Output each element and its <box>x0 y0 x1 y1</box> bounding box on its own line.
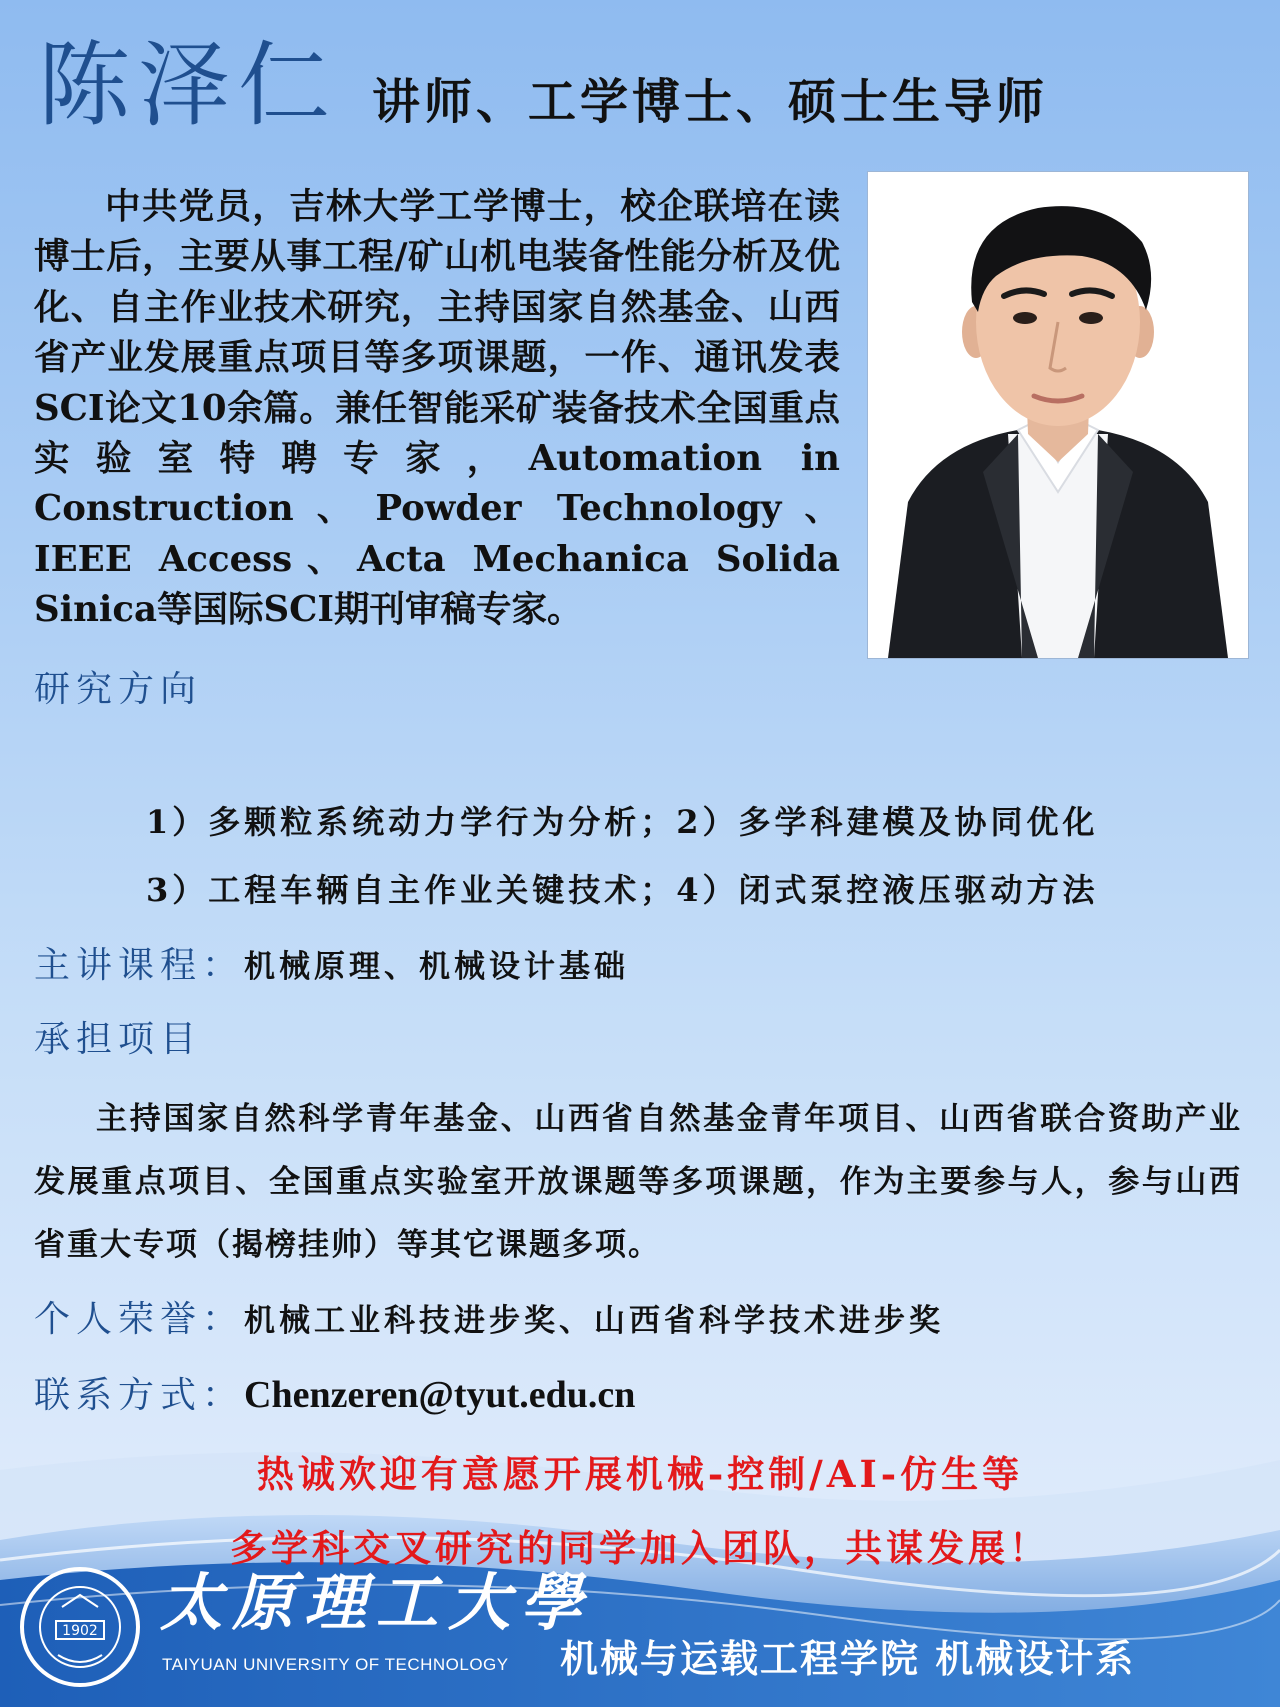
portrait-illustration <box>868 172 1248 658</box>
contact-label: 联系方式： <box>34 1375 245 1416</box>
department-name: 机械与运载工程学院 机械设计系 <box>560 1637 1136 1681</box>
biography: 中共党员，吉林大学工学博士，校企联培在读博士后，主要从事工程/矿山机电装备性能分析及优化、自主作业技术研究，主持国家自然基金、山西省产业发展重点项目等多项课题，一作、通讯发表SCI论文10余篇。兼任智能采矿装备技术全国重点实验室特聘专家，Automation in Construction、Powder Technology、IEEE Access、Acta Mechanica Solida Sinica等国际SCI期刊审稿专家。 <box>34 186 840 631</box>
seal-year: 1902 <box>62 1623 98 1639</box>
university-seal-icon <box>18 1565 142 1689</box>
research-line-2: 3）工程车辆自主作业关键技术；4）闭式泵控液压驱动方法 <box>146 871 1099 909</box>
projects-heading: 承担项目 <box>34 1019 203 1060</box>
person-title: 讲师、工学博士、硕士生导师 <box>372 74 1049 130</box>
welcome-line-2: 多学科交叉研究的同学加入团队，共谋发展！ <box>230 1526 1050 1570</box>
portrait-photo <box>868 172 1248 658</box>
university-name-en: TAIYUAN UNIVERSITY OF TECHNOLOGY <box>162 1655 509 1674</box>
research-line-1: 1）多颗粒系统动力学行为分析；2）多学科建模及协同优化 <box>146 803 1099 841</box>
university-name-cn: 太原理工大學 <box>160 1566 593 1639</box>
welcome-line-1: 热诚欢迎有意愿开展机械-控制/AI-仿生等 <box>256 1452 1024 1496</box>
honors-label: 个人荣誉： <box>34 1299 245 1340</box>
courses-label: 主讲课程： <box>34 945 245 986</box>
honors-row <box>34 1299 945 1340</box>
projects-text: 主持国家自然科学青年基金、山西省自然基金青年项目、山西省联合资助产业发展重点项目、全国重点实验室开放课题等多项课题，作为主要参与人，参与山西省重大专项（揭榜挂帅）等其它课题多项。 <box>34 1101 1242 1263</box>
person-name: 陈泽仁 <box>38 32 339 139</box>
courses-value: 机械原理、机械设计基础 <box>244 949 630 985</box>
contact-row <box>34 1376 635 1414</box>
research-heading: 研究方向 <box>34 669 203 710</box>
honors-value: 机械工业科技进步奖、山西省科学技术进步奖 <box>244 1303 945 1339</box>
contact-email[interactable]: Chenzeren@tyut.edu.cn <box>244 1374 636 1416</box>
courses-row <box>34 945 630 986</box>
